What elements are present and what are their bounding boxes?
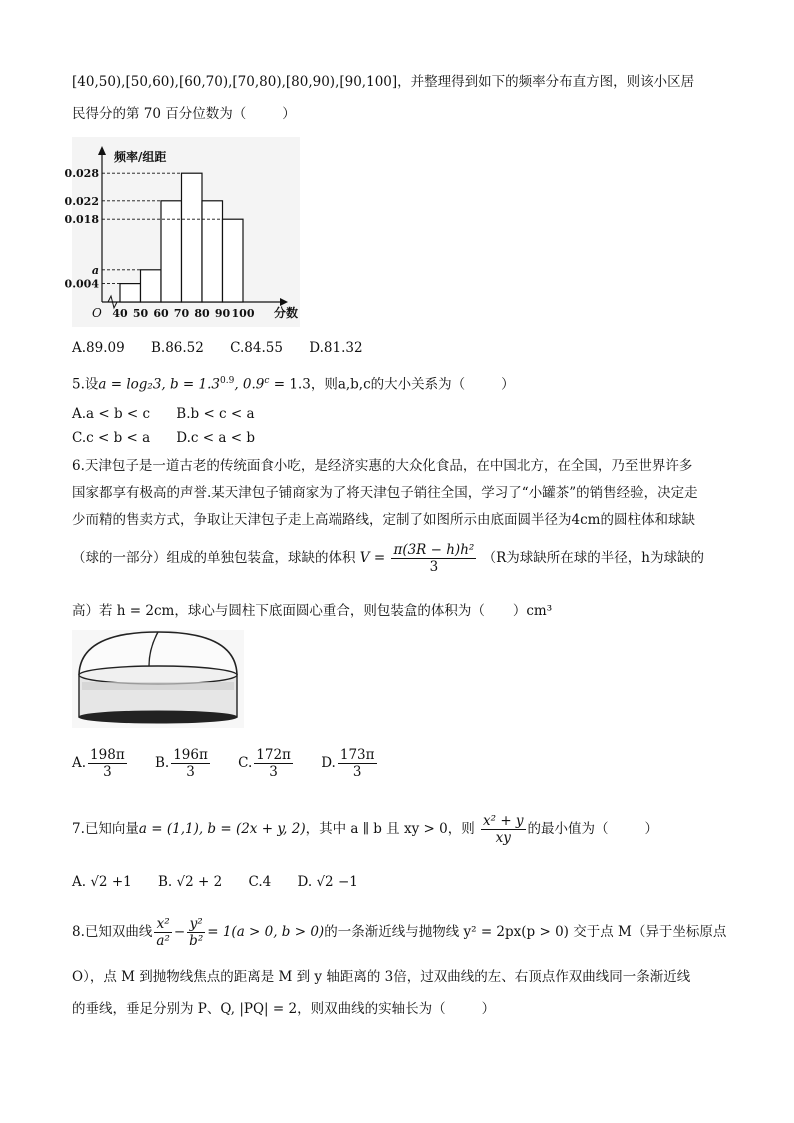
y-tick-label: 0.022 [64, 194, 99, 208]
y-tick-label: a [91, 263, 99, 277]
histogram-bar [182, 173, 203, 302]
q4-line1-tail: ，并整理得到如下的频率分布直方图，则该小区居 [397, 74, 695, 90]
q7-stem: 7.已知向量a = (1,1), b = (2x + y, 2)，其中 a ∥ b 且 xy > 0，则 $\frac{\text{x² + y}}{xy}$ 的最小值为（ ） [72, 813, 659, 846]
q7-options [72, 872, 380, 892]
q5-stem: 5.设a = log₂3, $b = 1.3^{0.9}$, 0.9$^c$ = 1.3，则a,b,c的大小关系为（ ） [72, 376, 515, 393]
q8-line1: 8.已知双曲线 $\frac{\text{x²}}{\text{a²}}$ − $\frac{\text{y²}}{\text{b²}}$ = 1(a > 0, b > 0)的一条渐近线与抛物线 y² = 2px(p > 0) 交于点 M（异于坐标原点 [72, 916, 727, 949]
frequency-histogram [64, 137, 300, 327]
q4-option-c[interactable]: C.84.55 [230, 340, 283, 356]
x-tick-label: 100 [231, 307, 255, 320]
q7-fraction: $\frac{\text{x² + y}}{xy}$ [483, 813, 524, 846]
x-axis-label: 分数 [273, 306, 299, 320]
q4-line2: 民得分的第 70 百分位数为（ ） [72, 106, 296, 122]
histogram-bar [161, 201, 182, 302]
origin-label: O [92, 306, 102, 320]
q4-line1 [72, 72, 694, 92]
q7-option-a[interactable]: A. √2 +1 [72, 874, 132, 890]
q6-option-c[interactable]: C. $\frac{172\pi}{3}$ [238, 747, 291, 780]
package-box-figure [72, 630, 244, 728]
q4-options [72, 338, 385, 358]
histogram-bar [120, 284, 141, 302]
histogram-bar [141, 270, 162, 302]
x-tick-label: 70 [173, 307, 190, 320]
q6-option-a[interactable]: A. $\frac{198\pi}{3}$ [72, 747, 125, 780]
x-tick-label: 90 [214, 307, 231, 320]
y-tick-label: 0.018 [64, 213, 99, 227]
q6-option-b[interactable]: B. $\frac{196\pi}{3}$ [154, 747, 208, 780]
q7-option-d[interactable]: D. √2 −1 [297, 874, 358, 890]
q6-options [72, 745, 401, 781]
q4-option-b[interactable]: B.86.52 [151, 340, 204, 356]
q6-line2: 国家都享有极高的声誉.某天津包子铺商家为了将天津包子销往全国，学习了“小罐茶”的销售经验，决定走 [72, 485, 698, 501]
q8-line2: O），点 M 到抛物线焦点的距离是 M 到 y 轴距离的 3倍，过双曲线的左、右顶点作双曲线同一条渐近线 [72, 969, 691, 985]
y-axis-label: 频率/组距 [114, 150, 167, 164]
q6-line5: 高）若 h = 2cm，球心与圆柱下底面圆心重合，则包装盒的体积为（ ）cm³ [72, 603, 553, 619]
q8-line3: 的垂线，垂足分别为 P、Q, |PQ| = 2，则双曲线的实轴长为（ ） [72, 1001, 496, 1017]
q5-option-d[interactable]: D.c < a < b [176, 430, 255, 446]
x-tick-label: 80 [194, 307, 210, 320]
q5-option-a[interactable]: A.a < b < c [72, 406, 151, 422]
q5-options-row1 [72, 404, 277, 424]
q4-intervals: [40,50),[50,60),[60,70),[70,80),[80,90),[90,100] [72, 74, 398, 90]
sphere-cap-volume-formula: $\frac{\text{π(3R − h)h²}}{3}$ [393, 542, 475, 575]
q5-option-b[interactable]: B.b < c < a [176, 406, 255, 422]
q6-option-d[interactable]: D. $\frac{173\pi}{3}$ [321, 747, 375, 780]
x-tick-label: 60 [153, 307, 169, 320]
x-tick-label: 40 [112, 307, 128, 320]
q5-option-c[interactable]: C.c < b < a [72, 430, 151, 446]
y-tick-label: 0.028 [64, 167, 99, 181]
histogram-bar [202, 201, 223, 302]
q4-option-a[interactable]: A.89.09 [72, 340, 125, 356]
x-tick-label: 50 [132, 307, 149, 320]
q6-line3: 少而精的售卖方式，争取让天津包子走上高端路线，定制了如图所示由底面圆半径为4cm的圆柱体和球缺 [72, 512, 695, 528]
q7-option-b[interactable]: B. √2 + 2 [158, 874, 223, 890]
q4-option-d[interactable]: D.81.32 [309, 340, 363, 356]
y-tick-label: 0.004 [64, 277, 99, 291]
q7-option-c[interactable]: C.4 [248, 874, 272, 890]
q5-options-row2 [72, 428, 277, 448]
histogram-bar [223, 219, 244, 302]
q6-line4: （球的一部分）组成的单独包装盒，球缺的体积 V = $\frac{\text{π(3R − h)h²}}{3}$ （R为球缺所在球的半径，h为球缺的 [72, 542, 704, 575]
q6-line1: 6.天津包子是一道古老的传统面食小吃，是经济实惠的大众化食品，在中国北方，在全国，乃至世界许多 [72, 458, 693, 474]
